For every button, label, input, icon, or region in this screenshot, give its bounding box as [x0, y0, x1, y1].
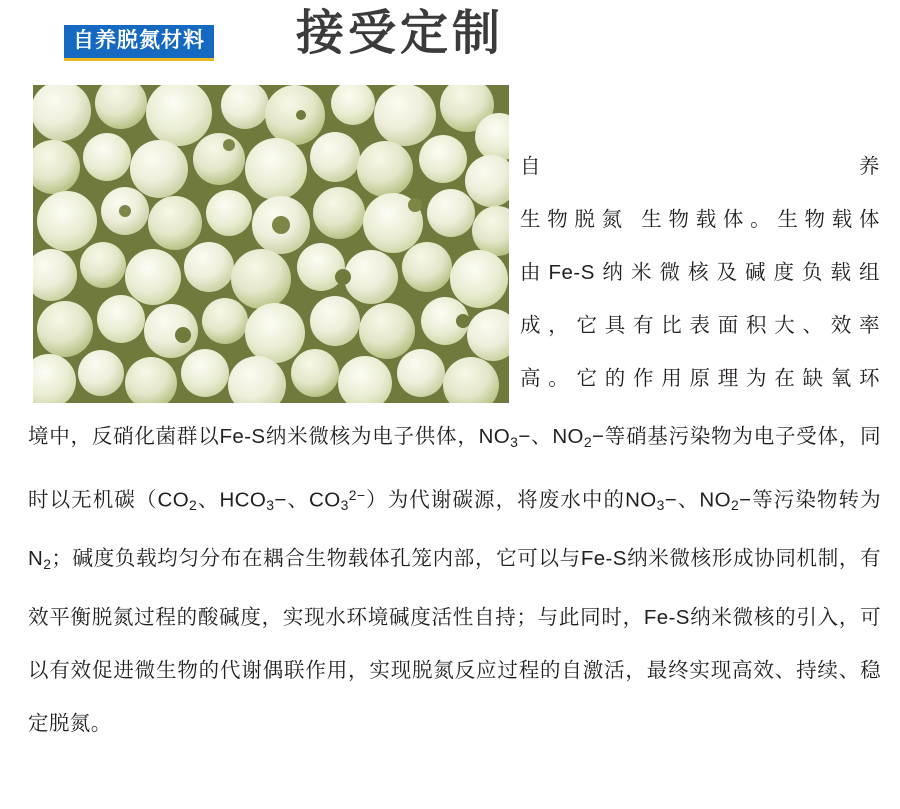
side-line-3: 由Fe-S纳米微核及碱度负载组	[520, 261, 880, 284]
side-line-4: 成，它具有比表面积大、效率	[520, 314, 880, 337]
body-paragraph	[28, 410, 881, 750]
category-badge: 自养脱氮材料	[64, 25, 214, 61]
product-photo	[33, 85, 509, 403]
side-line-5: 高。它的作用原理为在缺氧环	[520, 367, 880, 390]
page-title: 接受定制	[296, 7, 505, 60]
side-line-2: 生物脱氮 生物载体。生物载体	[520, 208, 880, 231]
side-paragraph	[520, 140, 880, 405]
side-line-1: 自养	[520, 155, 880, 178]
body-paragraph-text: 境中，反硝化菌群以Fe-S纳米微核为电子供体，$NO_3-$、$NO_2-$等硝基污染物为电子受体，同时以无机碳（$CO_2$、$HCO_3-$、$CO_3^{2-}$）为代谢碳源，将废水中的$NO_3-$、$NO_2-$等污染物转为$N_2$；碱度负载均匀分布在耦合生物载体孔笼内部，它可以与Fe-S纳米微核形成协同机制，有效平衡脱氮过程的酸碱度，实现水环境碱度活性自持；与此同时，Fe-S纳米微核的引入，可以有效促进微生物的代谢偶联作用，实现脱氮反应过程的自激活，最终实现高效、持续、稳定脱氮。	[28, 425, 881, 735]
product-photo-graphic	[33, 85, 509, 403]
page-header	[0, 0, 900, 78]
